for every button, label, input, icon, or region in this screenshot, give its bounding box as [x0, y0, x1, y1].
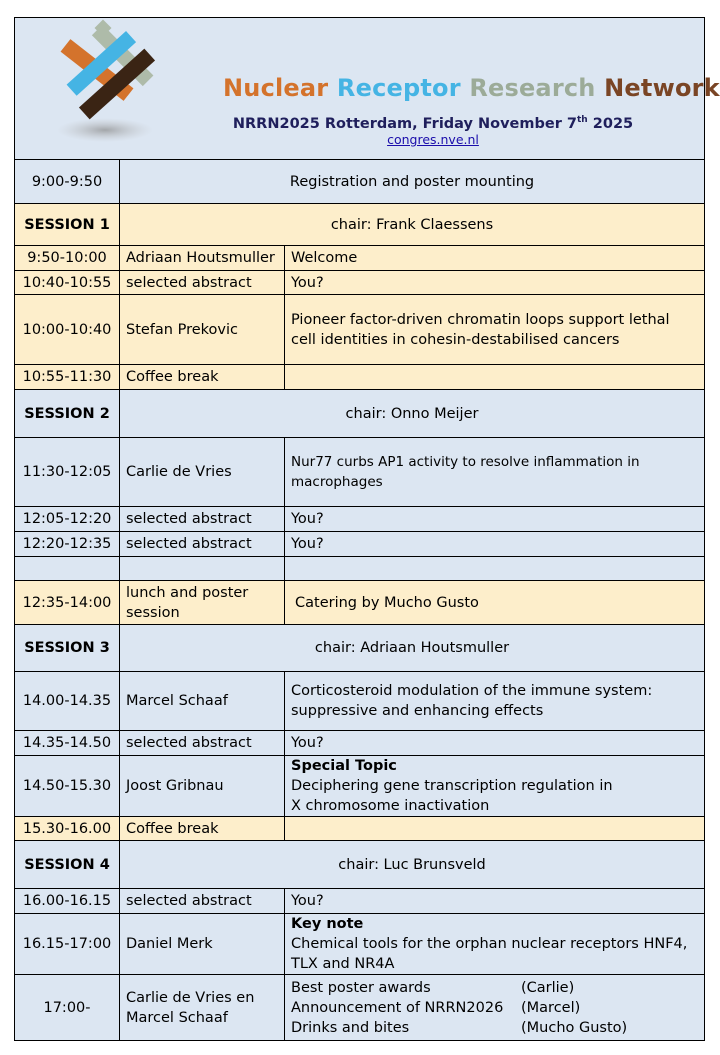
conference-link[interactable]: congres.nve.nl	[387, 132, 479, 147]
program-row	[15, 672, 705, 731]
title-cell: Nur77 curbs AP1 activity to resolve inflammation in macrophages	[285, 438, 705, 507]
time-cell: 9:50-10:00	[15, 246, 120, 271]
closing-row	[15, 975, 705, 1041]
program-row	[15, 532, 705, 557]
speaker-cell: selected abstract	[120, 507, 285, 532]
closing-item-text: Announcement of NRRN2026	[291, 999, 504, 1016]
speaker-cell: Adriaan Houtsmuller	[120, 246, 285, 271]
time-cell: 10:00-10:40	[15, 295, 120, 365]
session-chair: chair: Frank Claessens	[120, 204, 705, 246]
lunch-row	[15, 581, 705, 625]
session-2-row	[15, 390, 705, 438]
title-word-receptor: Receptor	[336, 74, 461, 102]
title-line: Chemical tools for the orphan nuclear receptors HNF4,	[291, 936, 688, 952]
subtitle-text: NRRN2025 Rotterdam, Friday November 7	[232, 115, 577, 132]
time-cell: 16.15-17:00	[15, 914, 120, 975]
title-word-network: Network	[604, 74, 720, 102]
speaker-cell: Coffee break	[120, 365, 285, 390]
empty-cell	[15, 557, 120, 581]
empty-cell	[285, 557, 705, 581]
empty-row	[15, 557, 705, 581]
closing-item-who: (Marcel)	[521, 999, 581, 1016]
program-row	[15, 507, 705, 532]
program-row	[15, 756, 705, 817]
program-row	[15, 271, 705, 295]
program-row	[15, 365, 705, 390]
title-cell	[285, 914, 705, 975]
subtitle-year: 2025	[587, 115, 634, 132]
time-cell: 14.35-14.50	[15, 731, 120, 756]
title-cell	[285, 975, 705, 1041]
closing-item	[291, 978, 698, 998]
title-line: TLX and NR4A	[291, 956, 395, 972]
speaker-cell: Coffee break	[120, 817, 285, 841]
title-cell	[285, 365, 705, 390]
session-label: SESSION 3	[15, 625, 120, 672]
time-cell: 14.50-15.30	[15, 756, 120, 817]
session-1-row	[15, 204, 705, 246]
program-row	[15, 438, 705, 507]
speaker-cell: Carlie de Vries	[120, 438, 285, 507]
speaker-cell: selected abstract	[120, 532, 285, 557]
speaker-cell: Stefan Prekovic	[120, 295, 285, 365]
special-topic-label: Special Topic	[291, 758, 397, 774]
time-cell: 10:55-11:30	[15, 365, 120, 390]
speaker-cell: selected abstract	[120, 731, 285, 756]
title-cell: You?	[285, 271, 705, 295]
speaker-cell: Marcel Schaaf	[120, 672, 285, 731]
program-row	[15, 889, 705, 914]
nrrn-logo-icon	[43, 18, 173, 148]
speaker-line: Carlie de Vries en	[126, 989, 255, 1006]
session-3-row	[15, 625, 705, 672]
speaker-cell	[120, 975, 285, 1041]
registration-text: Registration and poster mounting	[120, 160, 705, 204]
speaker-cell: selected abstract	[120, 271, 285, 295]
title-cell: Pioneer factor-driven chromatin loops support lethal cell identities in cohesin-destabilised cancers	[285, 295, 705, 365]
speaker-line: Marcel Schaaf	[126, 1009, 228, 1026]
title-cell: You?	[285, 889, 705, 914]
time-cell: 17:00-	[15, 975, 120, 1041]
title-cell: You?	[285, 532, 705, 557]
time-cell: 14.00-14.35	[15, 672, 120, 731]
closing-item	[291, 998, 698, 1018]
key-note-label: Key note	[291, 916, 364, 932]
program-row	[15, 914, 705, 975]
closing-item-who: (Mucho Gusto)	[521, 1019, 628, 1036]
program-row	[15, 731, 705, 756]
title-line: Deciphering gene transcription regulation in	[291, 778, 613, 794]
title-word-research: Research	[469, 74, 596, 102]
conference-title	[223, 74, 720, 102]
closing-item-who: (Carlie)	[521, 979, 575, 996]
time-cell: 9:00-9:50	[15, 160, 120, 204]
time-cell: 16.00-16.15	[15, 889, 120, 914]
title-word-nuclear: Nuclear	[223, 74, 329, 102]
title-cell: You?	[285, 507, 705, 532]
title-cell: You?	[285, 731, 705, 756]
title-line: X chromosome inactivation	[291, 798, 490, 814]
title-cell: Welcome	[285, 246, 705, 271]
speaker-cell: lunch and poster session	[120, 581, 285, 625]
program-row	[15, 295, 705, 365]
title-cell: Catering by Mucho Gusto	[285, 581, 705, 625]
session-label: SESSION 2	[15, 390, 120, 438]
header-cell	[15, 18, 720, 160]
time-cell: 10:40-10:55	[15, 271, 120, 295]
program-row	[15, 817, 705, 841]
time-cell: 11:30-12:05	[15, 438, 120, 507]
header-row	[15, 18, 705, 160]
time-cell: 12:05-12:20	[15, 507, 120, 532]
speaker-cell: selected abstract	[120, 889, 285, 914]
closing-item-text: Best poster awards	[291, 979, 431, 996]
session-label: SESSION 1	[15, 204, 120, 246]
session-chair: chair: Onno Meijer	[120, 390, 705, 438]
subtitle-superscript: th	[577, 115, 588, 125]
speaker-cell: Joost Gribnau	[120, 756, 285, 817]
closing-item-text: Drinks and bites	[291, 1019, 410, 1036]
program-row	[15, 246, 705, 271]
time-cell: 12:35-14:00	[15, 581, 120, 625]
time-cell: 15.30-16.00	[15, 817, 120, 841]
speaker-cell: Daniel Merk	[120, 914, 285, 975]
closing-item	[291, 1018, 698, 1038]
title-cell	[285, 817, 705, 841]
session-chair: chair: Adriaan Houtsmuller	[120, 625, 705, 672]
program-table	[14, 17, 720, 1041]
time-cell: 12:20-12:35	[15, 532, 120, 557]
title-cell: Corticosteroid modulation of the immune system: suppressive and enhancing effects	[285, 672, 705, 731]
session-4-row	[15, 841, 705, 889]
session-chair: chair: Luc Brunsveld	[120, 841, 705, 889]
session-label: SESSION 4	[15, 841, 120, 889]
registration-row	[15, 160, 705, 204]
empty-cell	[120, 557, 285, 581]
title-cell	[285, 756, 705, 817]
